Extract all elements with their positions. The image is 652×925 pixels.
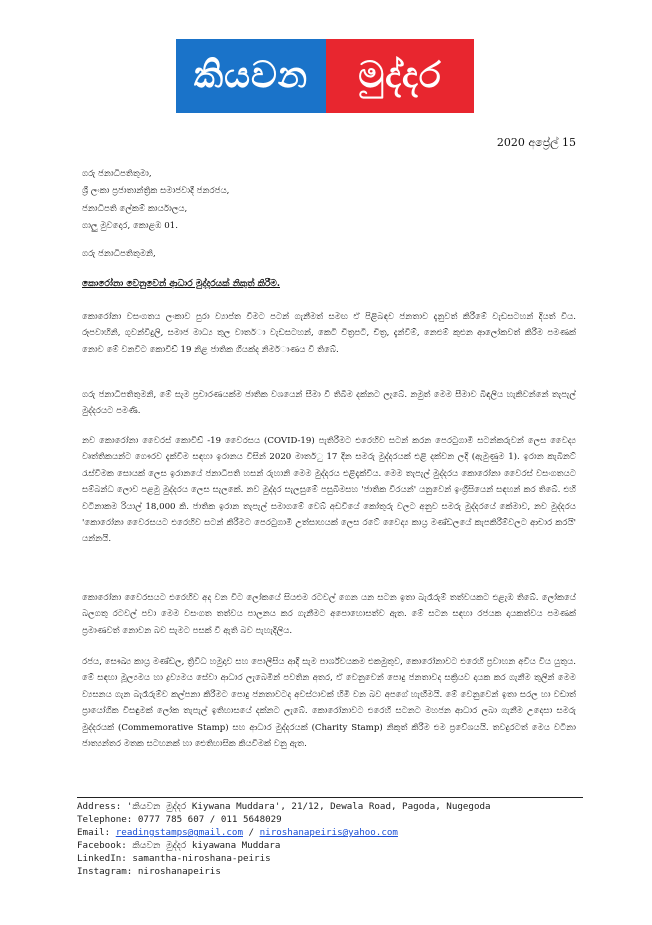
logo-right-block: මුද්දර: [326, 39, 474, 113]
paragraph-text: ගරු ජනාධිපතිතුමනි, මේ සැම ප්‍රචාරණයක්ම ජාතික වශයෙන් සීමා වී තිබීම දක්නට ලැබේ. නමුත් මෙම සීමාව බිඳලිය හැකිවන්නේ තැපැල් මුද්දරයට පමණි.: [82, 390, 576, 417]
footer-facebook: [77, 839, 583, 852]
email-separator: /: [248, 827, 255, 838]
address-line: ජනාධිපති ලේකම් කාර්යාලය,: [82, 203, 188, 214]
salutation: ගරු ජනාධිපතිතුමනි,: [82, 249, 156, 259]
paragraph-text: කොරෝනා වසංගතය ලංකාව පුරා ව්‍යාප්ත වීමට පටන් ගැනීමත් සමඟ ඒ පිළිබඳව ජනතාව දැනුවත් කිරීමේ වැඩසටහන් දියත් විය. රූපවාහිනි, ගුවන්විදුලි, සමාජ මාධ්‍ය තුල වාතර්ා වැඩසටහන්, කෙටි චිත්‍රපටි, චිත්‍ර, දැන්වීම්, නෙළුම් කුළුන ආලෝකවත් කිරීම පමණක් නොව මේ වනවිට කොවිඩ් 19 නිළ ජාතික ගීයක්ද නිමර්ාණය වී තිබේ.: [82, 312, 576, 355]
footer-value: 'කියවන මුද්දර Kiywana Muddara', 21/12, Dewala Road, Pagoda, Nugegoda: [126, 801, 491, 812]
logo: [176, 39, 474, 113]
letter-subject: කොරෝනා වෙනුවෙන් ආධාර මුද්දරයක් නිකුත් කිරීම.: [82, 279, 280, 289]
footer-address: [77, 800, 583, 813]
footer-email: [77, 826, 583, 839]
footer-label: Telephone:: [77, 814, 133, 825]
footer-label: Facebook:: [77, 840, 127, 851]
footer-instagram: [77, 865, 583, 878]
logo-left-block: කියවන: [176, 39, 326, 113]
email-link-secondary[interactable]: niroshanapeiris@yahoo.com: [259, 827, 398, 838]
footer-label: Email:: [77, 827, 111, 838]
body-paragraph-3: [82, 433, 576, 548]
footer-value: samantha-niroshana-peiris: [132, 853, 271, 864]
body-paragraph-5: [82, 654, 576, 752]
footer-label: Instagram:: [77, 866, 133, 877]
footer-label: LinkedIn:: [77, 853, 127, 864]
paragraph-text: නව කොරෝනා වෛරස් කොවිඩ් -19 වෛරසය (COVID-19) පැතිරීමට එරෙහිව සටන් කරන පෙරටුගාමී සටන්කරුවන් ලෙස වෛද්‍ය වෘත්තිකයන්ට ගෞරව දැක්වීම සඳහා ඉරානය විසින් 2020 මාතර්ු 17 දින සමරු මුද්දරයක් එළි දක්වන ලදි (ඇමුණුම 1). ඉරාන කැබිනට් රැස්වීමක සොයක් ලෙස ඉරානයේ ජනාධිපති හසන් රුහානි මෙම මුද්දරය එළිදැක්විය. මෙම තැපැල් මුද්දරය කොරෝනා වෛරස් වසංගතයට සම්බන්ධ ලොව පළමු මුද්දරය ලෙස සැලකේ. නව මුද්දර සැලසුමේ පසුබිමසහ 'ජාතික වීරයන්' යනුවෙන් ඉංග්‍රීසියෙන් සඳහන් කර තිබේ. එහි වටිනාකම රියාල් 18,000 කි. ජාතික ඉරාන තැපැල් සමාගමේ වෙබ් අඩවියේ කෝතුරු වලට අනුව සමරු මුද්දරයේ කේමාව, නව මුද්දරය 'කොරෝනා වෛරසයට එරෙහිව සටන් කිරීමට පෙරටුගාමී උත්සාහයක් ලෙස රටේ වෛද්‍ය කාය්‍ර මණ්ඩලයේ කැපකිරීම්වලට ආචාර කරයි' යන්නයි.: [82, 436, 576, 545]
contact-footer: [77, 797, 583, 878]
address-line: ගරු ජනාධිපතිතුමා,: [82, 169, 152, 179]
footer-telephone: [77, 813, 583, 826]
email-link-primary[interactable]: readingstamps@gmail.com: [115, 827, 243, 838]
footer-value: 0777 785 607 / 011 5648029: [137, 814, 282, 825]
body-paragraph-1: [82, 309, 576, 358]
body-paragraph-2: [82, 387, 576, 420]
recipient-address: [82, 166, 576, 236]
footer-linkedin: [77, 852, 583, 865]
footer-value: niroshanapeiris: [137, 866, 221, 877]
address-line: ගාලු මුවදොර, කොළඹ 01.: [82, 221, 178, 232]
footer-value: කියවන මුද්දර kiyawana Muddara: [132, 840, 281, 851]
letter-date: 2020 අප්‍රේල් 15: [496, 136, 576, 149]
footer-label: Address:: [77, 801, 122, 812]
paragraph-text: කොරෝනා වෛරසයට එරෙහිව අද වන විට ලෝකයේ සියළුම රටවල් ගෙන යන සටන ඉතා බැරෑරුම් තත්වයකට එළැඹ තිබේ. ලෝකයේ බලගතු රටවල් පවා මෙම වසංගත තත්වය පාලනය කර ගැනීමට අපොහොසත්ව ඇත. මේ සටන සඳහා රජයක දායකත්වය පමණක් ප්‍රමාණවත් නොවන බව සැමට පසක් වී ඇති බව පැහැදිලිය.: [82, 593, 576, 636]
paragraph-text: රජය, සෞඛ්‍ය කාය්‍ර මණ්ඩල, ත්‍රිවිධ හමුදාව සහ පොලීසිය ආදී සැම පාර්ශ්වයකම එකමුතුව, කොරෝනාවට එරෙහි ප්‍රවාහන අවිය විය යුතුය. මේ සඳහා මූල්‍යමය හා ද්‍රව්‍යමය සේවා ආධාර ලැබෙමින් පවතින අතර, ඒ වෙනුවෙන් පොදු ජනතාවද සක්‍රියව දායක කර ගැනීම තුලින් මෙම ව්‍යසනය ගැන බැරෑරුම්ව කල්පනා කිරීමට පොදු ජනතාවටද අවස්ථාවක් හිමි වන බව අපගේ හැඟීමයි. මේ වෙනුවෙන් ඉතා සරල හා වඩාත් ප්‍රායෝගික විසඳුමක් ලෝක තැපැල් ඉතිහාසයේ දක්නට ලැබේ. කොරෝනාවට එරෙහි සටනට මහජන ආධාර ලබා ගැනීම උදෙසා සමරු මුද්දරයක් (Commemorative Stamp) සහ ආධාර මුද්දරයක් (Charity Stamp) නිකුත් කිරීම එම ප්‍රවේශයයි. තවදුරටත් මෙය වටිනා ජාත්‍යන්තර මතක සටහනක් හා ඓතිහාසික කියවීමක් වනු ඇත.: [82, 657, 576, 750]
address-line: ශ්‍රී ලංකා ප්‍රජාතාන්ත්‍රික සමාජවාදී ජනරජය,: [82, 186, 230, 197]
body-paragraph-4: [82, 590, 576, 639]
